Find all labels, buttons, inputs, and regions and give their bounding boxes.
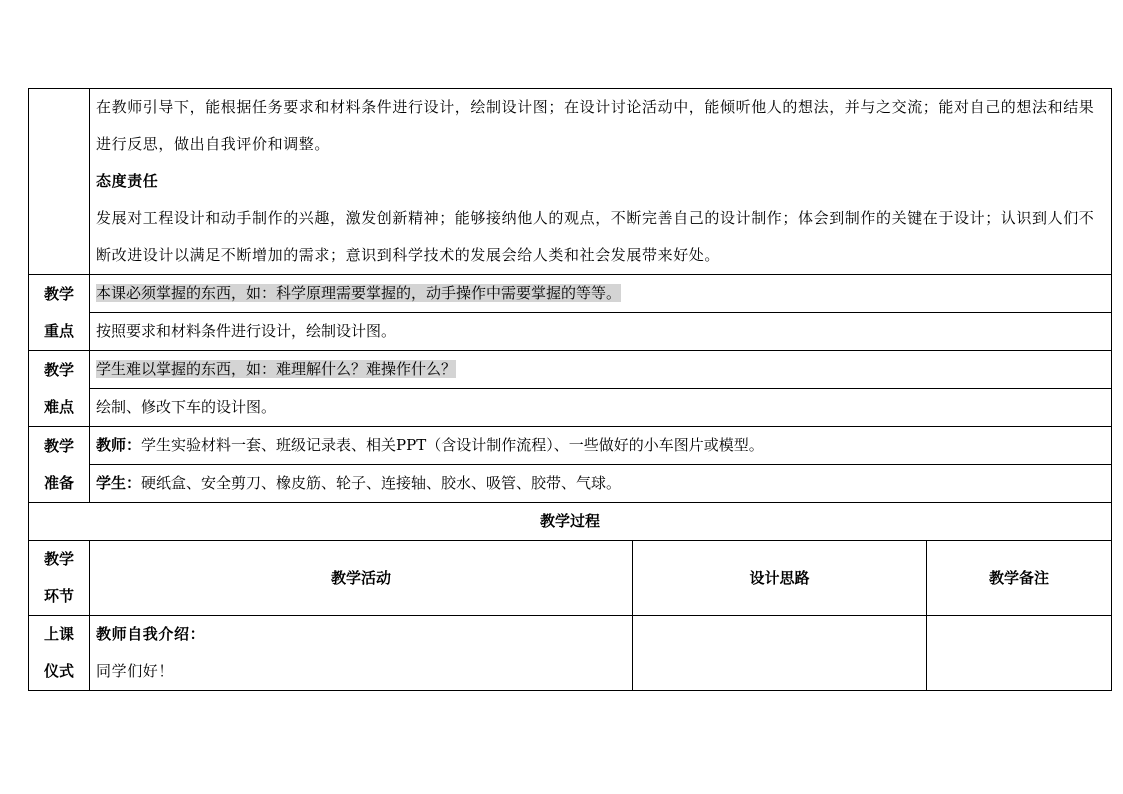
preparation-row-1: [29, 427, 1112, 465]
difficulties-hint: 学生难以掌握的东西，如：难理解什么？难操作什么？: [96, 360, 457, 378]
process-header-row: [29, 541, 1112, 616]
ceremony-notes-cell: [927, 616, 1112, 691]
objectives-content-cell: [90, 89, 1112, 275]
key-points-hint: 本课必须掌握的东西，如：科学原理需要掌握的，动手操作中需要掌握的等等。: [96, 284, 622, 302]
student-items: 硬纸盒、安全剪刀、橡皮筋、轮子、连接轴、胶水、吸管、胶带、气球。: [141, 474, 622, 492]
difficulties-content: 绘制、修改下车的设计图。: [90, 389, 1112, 427]
preparation-row-2: [29, 465, 1112, 503]
ceremony-row: [29, 616, 1112, 691]
objectives-row: [29, 89, 1112, 275]
key-points-label: 教学 重点: [29, 275, 90, 351]
process-title-row: [29, 503, 1112, 541]
difficulties-row-1: [29, 351, 1112, 389]
key-points-row-1: [29, 275, 1112, 313]
difficulties-label: 教学 难点: [29, 351, 90, 427]
attitude-heading: 态度责任: [96, 172, 159, 190]
difficulties-row-2: [29, 389, 1112, 427]
greeting-text: 同学们好！: [96, 662, 175, 680]
objectives-paragraph-1: 在教师引导下，能根据任务要求和材料条件进行设计，绘制设计图；在设计讨论活动中，能倾听他人的想法，并与之交流；能对自己的想法和结果进行反思，做出自我评价和调整。: [96, 98, 1095, 153]
objectives-paragraph-2: 发展对工程设计和动手制作的兴趣，激发创新精神；能够接纳他人的观点，不断完善自己的设计制作；体会到制作的关键在于设计；认识到人们不断改进设计以满足不断增加的需求；意识到科学技术的发展会给人类和社会发展带来好处。: [96, 209, 1095, 264]
teacher-label: 教师：: [96, 436, 142, 454]
teacher-items: 学生实验材料一套、班级记录表、相关PPT（含设计制作流程）、一些做好的小车图片或模型。: [141, 436, 764, 454]
intro-label: 教师自我介绍：: [96, 625, 206, 643]
process-title: 教学过程: [29, 503, 1112, 541]
lesson-plan-page: [28, 88, 1111, 691]
col-design-header: 设计思路: [633, 541, 927, 616]
col-activity-header: 教学活动: [90, 541, 633, 616]
student-label: 学生：: [96, 474, 142, 492]
lesson-plan-table: [28, 88, 1112, 691]
ceremony-label: 上课 仪式: [29, 616, 90, 691]
preparation-teacher-cell: [90, 427, 1112, 465]
key-points-hint-cell: [90, 275, 1112, 313]
col-stage-header: 教学 环节: [29, 541, 90, 616]
key-points-row-2: [29, 313, 1112, 351]
ceremony-design-cell: [633, 616, 927, 691]
key-points-content: 按照要求和材料条件进行设计，绘制设计图。: [90, 313, 1112, 351]
preparation-student-cell: [90, 465, 1112, 503]
objectives-label-cell: [29, 89, 90, 275]
ceremony-activity-cell: [90, 616, 633, 691]
col-notes-header: 教学备注: [927, 541, 1112, 616]
difficulties-hint-cell: [90, 351, 1112, 389]
preparation-label: 教学 准备: [29, 427, 90, 503]
